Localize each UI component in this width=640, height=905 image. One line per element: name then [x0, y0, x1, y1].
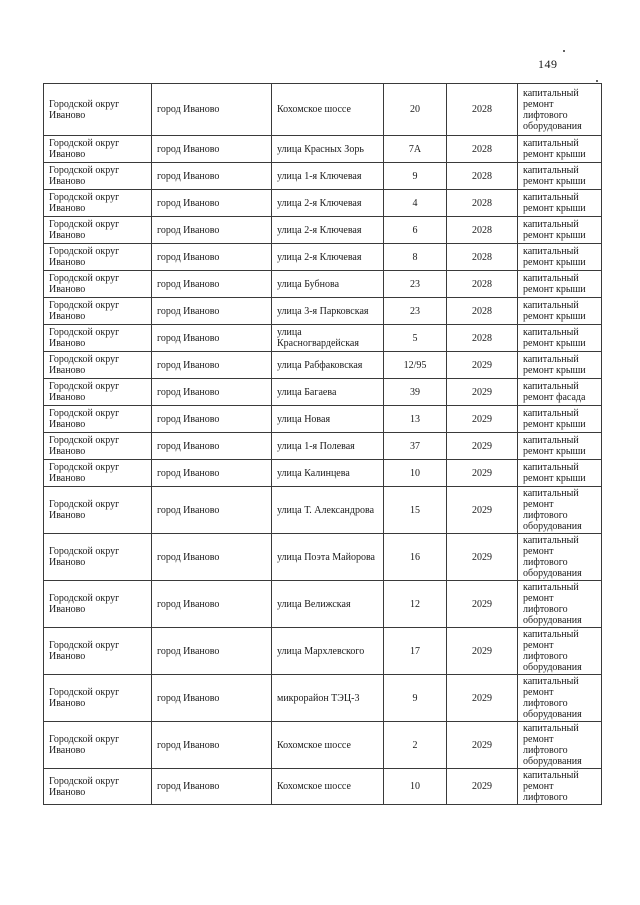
table-row: [44, 325, 602, 352]
city-cell: город Иваново: [152, 433, 272, 460]
house-number-cell: 2: [384, 722, 447, 769]
work-type-cell: капитальный ремонт крыши: [518, 325, 602, 352]
district-cell: Городской округ Иваново: [44, 487, 152, 534]
year-cell: 2028: [447, 84, 518, 136]
street-cell: улица 3-я Парковская: [272, 298, 384, 325]
district-cell: Городской округ Иваново: [44, 581, 152, 628]
street-cell: улица 1-я Ключевая: [272, 163, 384, 190]
registry-table: [43, 83, 602, 805]
work-type-cell: капитальный ремонт лифтового оборудования: [518, 675, 602, 722]
street-cell: улица 2-я Ключевая: [272, 217, 384, 244]
work-type-cell: капитальный ремонт лифтового оборудования: [518, 84, 602, 136]
street-cell: улица Красных Зорь: [272, 136, 384, 163]
district-cell: Городской округ Иваново: [44, 325, 152, 352]
table-row: [44, 769, 602, 805]
street-cell: улица Поэта Майорова: [272, 534, 384, 581]
work-type-cell: капитальный ремонт крыши: [518, 190, 602, 217]
house-number-cell: 9: [384, 675, 447, 722]
house-number-cell: 9: [384, 163, 447, 190]
house-number-cell: 17: [384, 628, 447, 675]
table-row: [44, 460, 602, 487]
work-type-cell: капитальный ремонт лифтового оборудования: [518, 581, 602, 628]
district-cell: Городской округ Иваново: [44, 136, 152, 163]
table-row: [44, 136, 602, 163]
district-cell: Городской округ Иваново: [44, 675, 152, 722]
work-type-cell: капитальный ремонт лифтового оборудования: [518, 534, 602, 581]
district-cell: Городской округ Иваново: [44, 406, 152, 433]
year-cell: 2029: [447, 406, 518, 433]
table-row: [44, 534, 602, 581]
house-number-cell: 37: [384, 433, 447, 460]
district-cell: Городской округ Иваново: [44, 163, 152, 190]
work-type-cell: капитальный ремонт крыши: [518, 298, 602, 325]
city-cell: город Иваново: [152, 244, 272, 271]
scan-speck: [563, 50, 565, 52]
city-cell: город Иваново: [152, 487, 272, 534]
street-cell: улица 2-я Ключевая: [272, 244, 384, 271]
table-row: [44, 163, 602, 190]
table-row: [44, 352, 602, 379]
district-cell: Городской округ Иваново: [44, 298, 152, 325]
house-number-cell: 23: [384, 271, 447, 298]
work-type-cell: капитальный ремонт лифтового оборудования: [518, 722, 602, 769]
city-cell: город Иваново: [152, 352, 272, 379]
house-number-cell: 20: [384, 84, 447, 136]
district-cell: Городской округ Иваново: [44, 628, 152, 675]
work-type-cell: капитальный ремонт крыши: [518, 433, 602, 460]
city-cell: город Иваново: [152, 534, 272, 581]
work-type-cell: капитальный ремонт лифтового: [518, 769, 602, 805]
work-type-cell: капитальный ремонт фасада: [518, 379, 602, 406]
district-cell: Городской округ Иваново: [44, 433, 152, 460]
scan-speck: [596, 80, 598, 82]
district-cell: Городской округ Иваново: [44, 84, 152, 136]
house-number-cell: 13: [384, 406, 447, 433]
house-number-cell: 7А: [384, 136, 447, 163]
street-cell: улица Рабфаковская: [272, 352, 384, 379]
work-type-cell: капитальный ремонт крыши: [518, 460, 602, 487]
street-cell: улица Бубнова: [272, 271, 384, 298]
house-number-cell: 12/95: [384, 352, 447, 379]
street-cell: Кохомское шоссе: [272, 84, 384, 136]
city-cell: город Иваново: [152, 217, 272, 244]
city-cell: город Иваново: [152, 271, 272, 298]
table-row: [44, 379, 602, 406]
city-cell: город Иваново: [152, 163, 272, 190]
work-type-cell: капитальный ремонт крыши: [518, 406, 602, 433]
table-row: [44, 722, 602, 769]
house-number-cell: 15: [384, 487, 447, 534]
street-cell: улица Калинцева: [272, 460, 384, 487]
city-cell: город Иваново: [152, 769, 272, 805]
table-row: [44, 628, 602, 675]
city-cell: город Иваново: [152, 84, 272, 136]
street-cell: Кохомское шоссе: [272, 722, 384, 769]
street-cell: улица 2-я Ключевая: [272, 190, 384, 217]
city-cell: город Иваново: [152, 460, 272, 487]
district-cell: Городской округ Иваново: [44, 722, 152, 769]
district-cell: Городской округ Иваново: [44, 271, 152, 298]
house-number-cell: 8: [384, 244, 447, 271]
house-number-cell: 16: [384, 534, 447, 581]
table-row: [44, 581, 602, 628]
year-cell: 2029: [447, 675, 518, 722]
year-cell: 2029: [447, 352, 518, 379]
year-cell: 2028: [447, 217, 518, 244]
city-cell: город Иваново: [152, 406, 272, 433]
district-cell: Городской округ Иваново: [44, 352, 152, 379]
house-number-cell: 10: [384, 460, 447, 487]
house-number-cell: 23: [384, 298, 447, 325]
city-cell: город Иваново: [152, 581, 272, 628]
year-cell: 2028: [447, 271, 518, 298]
table-row: [44, 217, 602, 244]
year-cell: 2028: [447, 244, 518, 271]
year-cell: 2028: [447, 163, 518, 190]
table-row: [44, 271, 602, 298]
work-type-cell: капитальный ремонт крыши: [518, 136, 602, 163]
district-cell: Городской округ Иваново: [44, 769, 152, 805]
street-cell: улица Красногвардейская: [272, 325, 384, 352]
table-row: [44, 244, 602, 271]
district-cell: Городской округ Иваново: [44, 217, 152, 244]
city-cell: город Иваново: [152, 628, 272, 675]
year-cell: 2029: [447, 460, 518, 487]
year-cell: 2029: [447, 628, 518, 675]
year-cell: 2029: [447, 487, 518, 534]
street-cell: Кохомское шоссе: [272, 769, 384, 805]
street-cell: улица Мархлевского: [272, 628, 384, 675]
street-cell: улица 1-я Полевая: [272, 433, 384, 460]
work-type-cell: капитальный ремонт крыши: [518, 352, 602, 379]
city-cell: город Иваново: [152, 379, 272, 406]
table-row: [44, 433, 602, 460]
table-row: [44, 406, 602, 433]
year-cell: 2029: [447, 534, 518, 581]
district-cell: Городской округ Иваново: [44, 244, 152, 271]
table-row: [44, 190, 602, 217]
table-body: [44, 84, 602, 805]
street-cell: микрорайон ТЭЦ-3: [272, 675, 384, 722]
table-row: [44, 487, 602, 534]
street-cell: улица Багаева: [272, 379, 384, 406]
house-number-cell: 39: [384, 379, 447, 406]
street-cell: улица Новая: [272, 406, 384, 433]
city-cell: город Иваново: [152, 722, 272, 769]
work-type-cell: капитальный ремонт лифтового оборудования: [518, 487, 602, 534]
house-number-cell: 5: [384, 325, 447, 352]
house-number-cell: 4: [384, 190, 447, 217]
year-cell: 2029: [447, 379, 518, 406]
street-cell: улица Т. Александрова: [272, 487, 384, 534]
table-row: [44, 298, 602, 325]
house-number-cell: 12: [384, 581, 447, 628]
table-row: [44, 84, 602, 136]
work-type-cell: капитальный ремонт лифтового оборудования: [518, 628, 602, 675]
district-cell: Городской округ Иваново: [44, 190, 152, 217]
year-cell: 2029: [447, 433, 518, 460]
house-number-cell: 6: [384, 217, 447, 244]
year-cell: 2029: [447, 722, 518, 769]
city-cell: город Иваново: [152, 190, 272, 217]
work-type-cell: капитальный ремонт крыши: [518, 163, 602, 190]
work-type-cell: капитальный ремонт крыши: [518, 217, 602, 244]
year-cell: 2028: [447, 190, 518, 217]
city-cell: город Иваново: [152, 325, 272, 352]
city-cell: город Иваново: [152, 136, 272, 163]
work-type-cell: капитальный ремонт крыши: [518, 271, 602, 298]
year-cell: 2028: [447, 136, 518, 163]
work-type-cell: капитальный ремонт крыши: [518, 244, 602, 271]
house-number-cell: 10: [384, 769, 447, 805]
year-cell: 2028: [447, 325, 518, 352]
table-row: [44, 675, 602, 722]
district-cell: Городской округ Иваново: [44, 534, 152, 581]
city-cell: город Иваново: [152, 675, 272, 722]
district-cell: Городской округ Иваново: [44, 460, 152, 487]
page-number: 149: [538, 57, 558, 71]
city-cell: город Иваново: [152, 298, 272, 325]
district-cell: Городской округ Иваново: [44, 379, 152, 406]
year-cell: 2029: [447, 769, 518, 805]
year-cell: 2028: [447, 298, 518, 325]
street-cell: улица Велижская: [272, 581, 384, 628]
year-cell: 2029: [447, 581, 518, 628]
